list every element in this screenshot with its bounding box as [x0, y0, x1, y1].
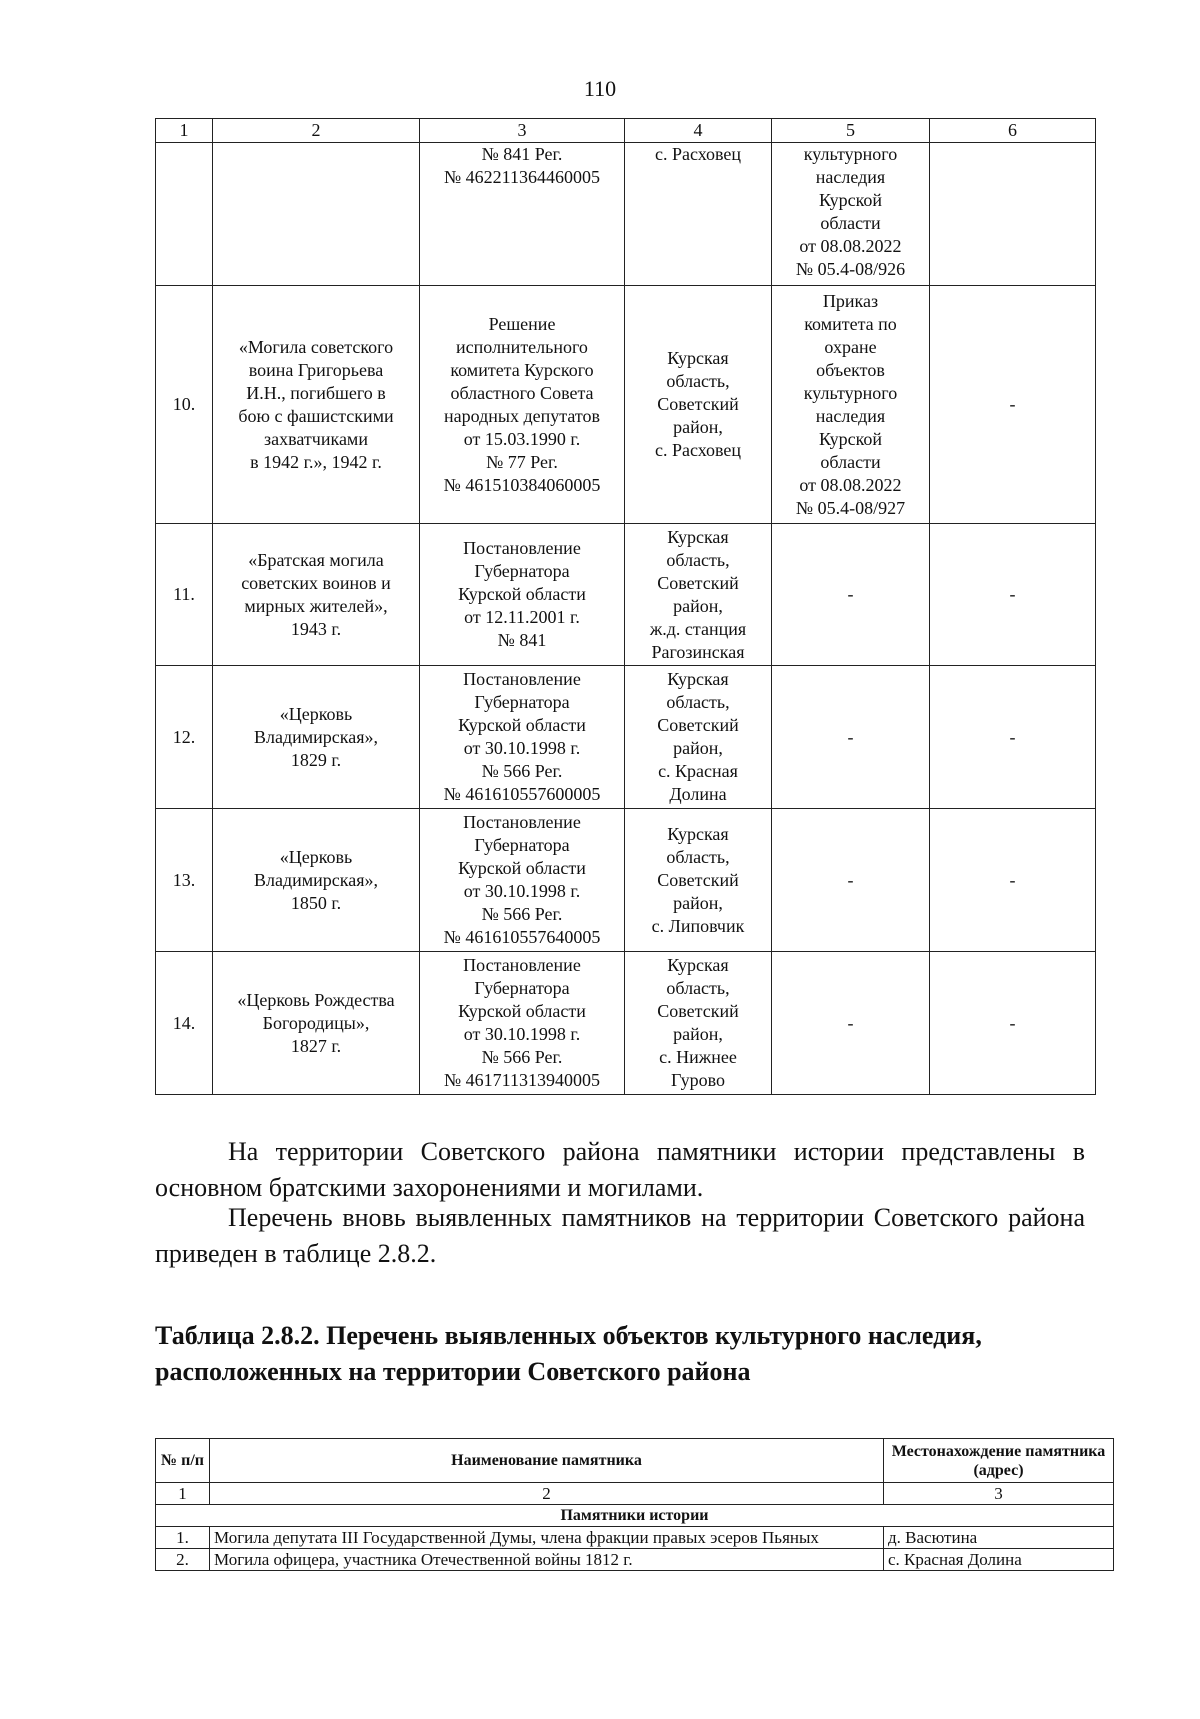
- cell-line: Рагозинская: [651, 641, 745, 662]
- cell-line: Губернатора: [474, 978, 570, 998]
- cell-line: район,: [673, 738, 723, 758]
- order-cell: [772, 952, 930, 1095]
- col-header: 6: [930, 119, 1096, 143]
- cell-line: Курской области: [458, 1001, 586, 1021]
- cell-line: объектов: [816, 359, 885, 380]
- monuments-table: [155, 118, 1096, 1095]
- cell-line: 1827 г.: [290, 1035, 342, 1056]
- monument-address: с. Красная Долина: [884, 1549, 1114, 1571]
- order-cell: [772, 524, 930, 666]
- doc-cell: [420, 143, 625, 286]
- cell-line: Постановление: [463, 812, 581, 832]
- cell-line: № 566 Рег.: [481, 761, 563, 781]
- cell-line: № 05.4-08/927: [795, 497, 906, 518]
- col6-cell: -: [930, 952, 1096, 1095]
- section-title: Памятники истории: [156, 1505, 1114, 1527]
- cell-line: захватчиками: [264, 428, 368, 449]
- cell-line: культурного: [803, 382, 898, 403]
- cell-line: «Церковь Рождества: [237, 989, 395, 1010]
- cell-line: ж.д. станция: [649, 618, 747, 639]
- cell-line: Постановление: [463, 669, 581, 689]
- cell-line: с. Расховец: [654, 440, 742, 460]
- cell-line: культурного: [803, 144, 898, 164]
- monument-name-cell: [213, 666, 420, 809]
- cell-line: области: [820, 213, 881, 233]
- cell-line: с. Нижнее: [659, 1047, 737, 1067]
- place-cell: [625, 286, 772, 524]
- col-header: Местонахождение памятника (адрес): [884, 1439, 1114, 1483]
- col-number: 1: [156, 1483, 210, 1505]
- cell-line: Курской: [818, 190, 883, 210]
- cell-line: от 12.11.2001 г.: [464, 607, 580, 627]
- row-number: 2.: [156, 1549, 210, 1571]
- cell-line: Губернатора: [474, 561, 570, 581]
- cell-line: область,: [666, 692, 730, 712]
- cell-line: № 841: [497, 630, 547, 650]
- cell-line: в 1942 г.», 1942 г.: [250, 451, 382, 472]
- cell-line: области: [820, 451, 881, 472]
- cell-line: -: [847, 869, 854, 890]
- monument-name-cell: [213, 524, 420, 666]
- cell-line: Курская: [667, 823, 729, 844]
- monument-name: Могила офицера, участника Отечественной войны 1812 г.: [210, 1549, 884, 1571]
- paragraph: Перечень вновь выявленных памятников на территории Советского района приведен в таблице 2.8.2.: [155, 1203, 1085, 1268]
- cell-line: с. Красная: [658, 761, 738, 781]
- cell-line: «Братская могила: [248, 549, 384, 570]
- doc-cell: [420, 524, 625, 666]
- cell-line: -: [847, 726, 854, 747]
- page-number: 110: [583, 76, 617, 101]
- cell-line: Гурово: [670, 1070, 726, 1090]
- col6-cell: -: [930, 286, 1096, 524]
- cell-line: Советский: [657, 394, 739, 414]
- place-cell: [625, 809, 772, 952]
- order-cell: [772, 666, 930, 809]
- cell-line: Советский: [657, 869, 739, 890]
- cell-line: № 461610557640005: [443, 927, 601, 947]
- cell-line: -: [847, 1012, 854, 1033]
- cell-line: № 566 Рег.: [481, 904, 563, 924]
- cell-line: район,: [673, 892, 723, 913]
- doc-cell: [420, 286, 625, 524]
- cell-line: «Церковь: [279, 703, 353, 724]
- monument-name: Могила депутата III Государственной Думы, члена фракции правых эсеров Пьяных: [210, 1527, 884, 1549]
- table-row: [156, 1549, 1114, 1571]
- col-header: 5: [772, 119, 930, 143]
- cell-line: Курской области: [458, 584, 586, 604]
- place-cell: [625, 952, 772, 1095]
- cell-line: «Могила советского: [238, 336, 394, 357]
- cell-line: область,: [666, 371, 730, 391]
- monument-address: д. Васютина: [884, 1527, 1114, 1549]
- cell-line: от 15.03.1990 г.: [463, 428, 581, 449]
- cell-line: Владимирская»,: [253, 869, 379, 890]
- row-number: 13.: [156, 809, 213, 952]
- cell-line: Советский: [657, 1001, 739, 1021]
- cell-line: № 461510384060005: [443, 474, 601, 495]
- table-row: [156, 952, 1096, 1095]
- cell-line: № 461610557600005: [443, 784, 601, 804]
- cell-line: Курская: [667, 669, 729, 689]
- cell-line: Богородицы»,: [262, 1012, 370, 1033]
- table-row-continuation: [156, 143, 1096, 286]
- col-header: 3: [420, 119, 625, 143]
- identified-objects-table: [155, 1438, 1114, 1571]
- cell-line: область,: [666, 549, 730, 570]
- col-header: 1: [156, 119, 213, 143]
- cell-line: народных депутатов: [443, 405, 600, 426]
- cell-line: Постановление: [463, 955, 581, 975]
- place-cell: [625, 666, 772, 809]
- table-row: [156, 524, 1096, 666]
- table-header-row: [156, 119, 1096, 143]
- cell-line: от 08.08.2022: [799, 236, 902, 256]
- cell-line: № 462211364460005: [443, 167, 600, 187]
- cell-line: с. Липовчик: [651, 915, 745, 936]
- paragraph: На территории Советского района памятники истории представлены в основном братскими захоронениями и могилами.: [155, 1137, 1085, 1202]
- cell-line: с. Расховец: [654, 144, 742, 164]
- col-header: Наименование памятника: [210, 1439, 884, 1483]
- col-header: № п/п: [156, 1439, 210, 1483]
- cell-line: Приказ: [822, 290, 879, 311]
- col6-cell: -: [930, 666, 1096, 809]
- table-row: [156, 809, 1096, 952]
- cell-line: Курская: [667, 348, 729, 368]
- column-number-row: [156, 1483, 1114, 1505]
- cell-line: от 30.10.1998 г.: [463, 881, 581, 901]
- col-header: 4: [625, 119, 772, 143]
- place-cell: [625, 524, 772, 666]
- cell-line: область,: [666, 846, 730, 867]
- table-row: [156, 286, 1096, 524]
- cell-line: от 30.10.1998 г.: [463, 738, 581, 758]
- table-title: Таблица 2.8.2. Перечень выявленных объектов культурного наследия, расположенных на территории Советского района: [155, 1321, 982, 1386]
- cell-line: Постановление: [463, 538, 581, 558]
- cell-line: Курской области: [458, 715, 586, 735]
- cell-line: воина Григорьева: [248, 359, 384, 380]
- monument-name-cell: [213, 286, 420, 524]
- cell-line: исполнительного: [456, 336, 588, 357]
- row-number: 10.: [156, 286, 213, 524]
- place-cell: [625, 143, 772, 286]
- row-number: 11.: [156, 524, 213, 666]
- cell-line: областного Совета: [450, 382, 594, 403]
- cell-line: Курской: [818, 428, 883, 449]
- cell-line: район,: [673, 595, 723, 616]
- cell-line: № 77 Рег.: [486, 451, 558, 472]
- col-header: 2: [213, 119, 420, 143]
- cell-line: от 30.10.1998 г.: [463, 1024, 581, 1044]
- cell-line: наследия: [815, 167, 886, 187]
- row-number: 14.: [156, 952, 213, 1095]
- cell-line: Советский: [657, 572, 739, 593]
- monument-name-cell: [213, 952, 420, 1095]
- order-cell: [772, 809, 930, 952]
- cell-line: № 461711313940005: [443, 1070, 600, 1090]
- cell-line: от 08.08.2022: [799, 474, 902, 495]
- cell-line: Курская: [667, 955, 729, 975]
- cell-line: № 05.4-08/926: [795, 259, 906, 279]
- doc-cell: [420, 666, 625, 809]
- col6-cell: -: [930, 809, 1096, 952]
- cell-line: 1943 г.: [290, 618, 342, 639]
- cell-line: -: [847, 584, 854, 604]
- cell-line: Губернатора: [474, 692, 570, 712]
- cell-line: Советский: [657, 715, 739, 735]
- cell-line: «Церковь: [279, 846, 353, 867]
- cell-line: Решение: [488, 313, 556, 334]
- col-number: 3: [884, 1483, 1114, 1505]
- cell-line: район,: [673, 1024, 723, 1044]
- cell-line: 1829 г.: [290, 749, 342, 770]
- cell-line: комитета по: [804, 313, 897, 334]
- table-header-row: [156, 1439, 1114, 1483]
- section-row: [156, 1505, 1114, 1527]
- row-number: 12.: [156, 666, 213, 809]
- cell-line: область,: [666, 978, 730, 998]
- cell-line: № 841 Рег.: [481, 144, 563, 164]
- col6-cell: -: [930, 524, 1096, 666]
- doc-cell: [420, 809, 625, 952]
- cell-line: комитета Курского: [450, 359, 594, 380]
- cell-line: бою с фашистскими: [238, 405, 394, 426]
- cell-line: наследия: [815, 405, 886, 426]
- cell-line: мирных жителей»,: [244, 595, 388, 616]
- table-row: [156, 1527, 1114, 1549]
- cell-line: Долина: [669, 784, 727, 804]
- order-cell: [772, 143, 930, 286]
- order-cell: [772, 286, 930, 524]
- table-row: [156, 666, 1096, 809]
- cell-line: советских воинов и: [241, 572, 391, 593]
- cell-line: И.Н., погибшего в: [246, 382, 386, 403]
- doc-cell: [420, 952, 625, 1095]
- cell-line: Курской области: [458, 858, 586, 878]
- col-number: 2: [210, 1483, 884, 1505]
- monument-name-cell: [213, 809, 420, 952]
- cell-line: охране: [824, 336, 877, 357]
- cell-line: Владимирская»,: [253, 726, 379, 747]
- row-number: 1.: [156, 1527, 210, 1549]
- cell-line: № 566 Рег.: [481, 1047, 563, 1067]
- cell-line: 1850 г.: [290, 892, 342, 913]
- cell-line: Курская: [667, 526, 729, 547]
- cell-line: Губернатора: [474, 835, 570, 855]
- cell-line: район,: [673, 417, 723, 437]
